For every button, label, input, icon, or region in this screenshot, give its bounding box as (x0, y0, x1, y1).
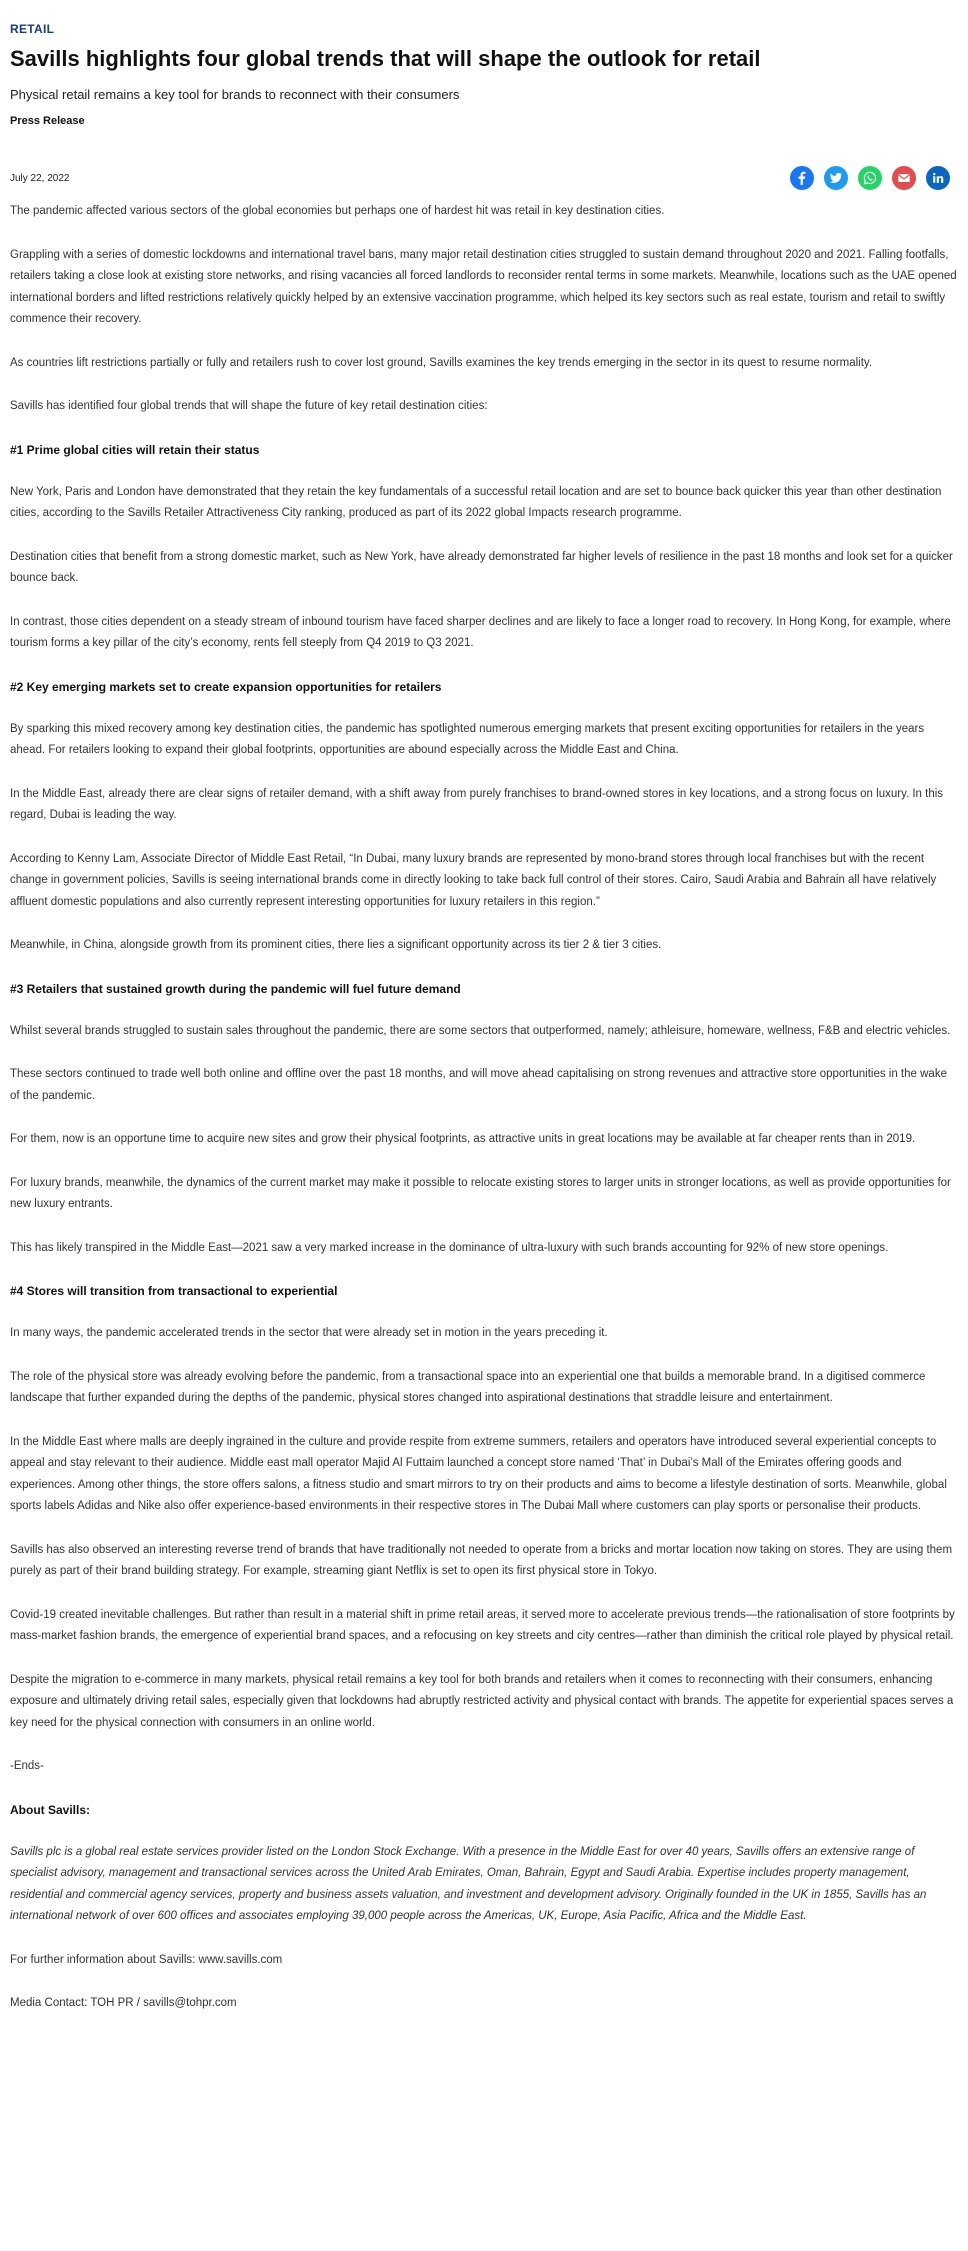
body-paragraph: In contrast, those cities dependent on a steady stream of inbound tourism have faced sharper declines and are likely to face a longer road to recovery. In Hong Kong, for example, where tourism forms a key pillar of the city’s economy, rents fell steeply from Q4 2019 to Q3 2021. (10, 615, 951, 649)
share-twitter-button[interactable] (824, 166, 848, 190)
linkedin-icon (931, 171, 945, 185)
intro-paragraph: Grappling with a series of domestic lockdowns and international travel bans, many major retail destination cities struggled to sustain demand throughout 2020 and 2021. Falling footfalls, retailers taking a close look at existing store networks, and rising vacancies all forced landlords to reconsider rental terms in some markets. Meanwhile, locations such as the UAE opened international borders and lifted restrictions relatively quickly helped by an extensive vaccination programme, which helped its key sectors such as real estate, tourism and retail to swiftly commence their recovery. (10, 248, 957, 325)
body-paragraph: By sparking this mixed recovery among key destination cities, the pandemic has spotlighted numerous emerging markets that present exciting opportunities for retailers in the years ahead. For retailers looking to expand their global footprints, opportunities are abound especially across the Middle East and China. (10, 722, 925, 756)
section-heading-3: #3 Retailers that sustained growth during the pandemic will fuel future demand (10, 981, 461, 996)
body-paragraph: The role of the physical store was already evolving before the pandemic, from a transactional space into an experiential one that builds a memorable brand. In a digitised commerce landscape that further expanded during the depths of the pandemic, physical stores changed into aspirational destinations that straddle leisure and entertainment. (10, 1370, 926, 1404)
body-paragraph: Meanwhile, in China, alongside growth from its prominent cities, there lies a significant opportunity across its tier 2 & tier 3 cities. (10, 939, 662, 951)
ends-marker: -Ends- (10, 1760, 44, 1772)
body-paragraph: In the Middle East where malls are deeply ingrained in the culture and provide respite from extreme summers, retailers and operators have introduced several experiential concepts to appeal and stay relevant to their audience. Middle east mall operator Majid Al Futtaim launched a concept store named ‘That’ in Dubai’s Mall of the Emirates offering goods and experiences. Among other things, the store offers salons, a fitness studio and smart mirrors to try on their products and aims to become a lifestyle destination of sorts. Meanwhile, global sports labels Adidas and Nike also offer experience-based environments in their respective stores in The Dubai Mall where customers can play sports or personalise their products. (10, 1435, 947, 1512)
intro-paragraph: Savills has identified four global trends that will shape the future of key retail destination cities: (10, 400, 488, 412)
page-subtitle: Physical retail remains a key tool for brands to reconnect with their consumers (10, 87, 460, 102)
publish-date: July 22, 2022 (10, 172, 70, 184)
body-paragraph: Covid-19 created inevitable challenges. But rather than result in a material shift in prime retail areas, it served more to accelerate previous trends—the rationalisation of store footprints by mass-market fashion brands, the emergence of experiential brand spaces, and a refocusing on key streets and city centres—rather than diminish the critical role played by physical retail. (10, 1608, 955, 1642)
share-bar (790, 166, 950, 190)
facebook-icon (795, 171, 809, 185)
about-heading: About Savills: (10, 1802, 91, 1817)
section-heading-2: #2 Key emerging markets set to create expansion opportunities for retailers (10, 679, 442, 694)
share-linkedin-button[interactable] (926, 166, 950, 190)
body-paragraph: Destination cities that benefit from a strong domestic market, such as New York, have already demonstrated far higher levels of resilience in the past 18 months and look set for a quicker bounce back. (10, 550, 953, 584)
page-title: Savills highlights four global trends that will shape the outlook for retail (10, 46, 761, 71)
body-paragraph: In the Middle East, already there are clear signs of retailer demand, with a shift away from purely franchises to brand-owned stores in key locations, and a strong focus on luxury. In this regard, Dubai is leading the way. (10, 787, 944, 821)
article-meta (10, 165, 958, 191)
article-body (10, 201, 958, 2015)
email-icon (897, 171, 911, 185)
body-paragraph: Savills has also observed an interesting reverse trend of brands that have traditionally not needed to operate from a bricks and mortar location now taking on stores. They are using them purely as part of their brand building strategy. For example, streaming giant Netflix is set to open its first physical store in Tokyo. (10, 1543, 953, 1577)
document-type-label: Press Release (10, 115, 85, 127)
whatsapp-icon (863, 171, 877, 185)
section-heading-4: #4 Stores will transition from transactional to experiential (10, 1284, 338, 1298)
body-paragraph: Whilst several brands struggled to sustain sales throughout the pandemic, there are some sectors that outperformed, namely; athleisure, homeware, wellness, F&B and electric vehicles. (10, 1024, 951, 1037)
category-label[interactable]: RETAIL (10, 22, 55, 36)
twitter-icon (829, 171, 843, 185)
body-paragraph: According to Kenny Lam, Associate Director of Middle East Retail, “In Dubai, many luxury brands are represented by mono-brand stores through local franchises but with the recent change in government policies, Savills is seeing international brands come in directly looking to take back full control of their stores. Cairo, Saudi Arabia and Bahrain all have relatively affluent domestic populations and also currently represent interesting opportunities for luxury retailers in this region.” (10, 852, 937, 908)
body-paragraph: These sectors continued to trade well both online and offline over the past 18 months, and will move ahead capitalising on strong revenues and attractive store opportunities in the wake of the pandemic. (10, 1068, 947, 1102)
intro-paragraph: As countries lift restrictions partially or fully and retailers rush to cover lost ground, Savills examines the key trends emerging in the sector in its quest to resume normality. (10, 356, 873, 369)
body-paragraph: This has likely transpired in the Middle East—2021 saw a very marked increase in the dominance of ultra-luxury with such brands accounting for 92% of new store openings. (10, 1241, 889, 1254)
intro-paragraph: The pandemic affected various sectors of the global economies but perhaps one of hardest hit was retail in key destination cities. (10, 205, 665, 217)
media-contact: Media Contact: TOH PR / savills@tohpr.com (10, 1997, 237, 2009)
share-whatsapp-button[interactable] (858, 166, 882, 190)
body-paragraph: For them, now is an opportune time to acquire new sites and grow their physical footprints, as attractive units in great locations may be available at far cheaper rents than in 2019. (10, 1133, 916, 1145)
contact-info: For further information about Savills: www.savills.com (10, 1953, 283, 1966)
share-email-button[interactable] (892, 166, 916, 190)
about-text: Savills plc is a global real estate services provider listed on the London Stock Exchange. With a presence in the Middle East for over 40 years, Savills offers an extensive range of specialist advisory, management and transactional services across the United Arab Emirates, Oman, Bahrain, Egypt and Saudi Arabia. Expertise includes property management, residential and commercial agency services, property and business assets valuation, and investment and development advisory. Originally founded in the UK in 1855, Savills has an international network of over 600 offices and associates employing 39,000 people across the Americas, UK, Europe, Asia Pacific, Africa and the Middle East. (10, 1845, 927, 1922)
body-paragraph: In many ways, the pandemic accelerated trends in the sector that were already set in motion in the years preceding it. (10, 1327, 608, 1339)
section-heading-1: #1 Prime global cities will retain their status (10, 442, 260, 457)
body-paragraph: Despite the migration to e-commerce in many markets, physical retail remains a key tool for both brands and retailers when it comes to reconnecting with their consumers, enhancing exposure and ultimately driving retail sales, especially given that lockdowns had abruptly restricted activity and physical contact with brands. The appetite for experiential spaces serves a key need for the physical connection with consumers in an online world. (10, 1673, 954, 1729)
body-paragraph: New York, Paris and London have demonstrated that they retain the key fundamentals of a successful retail location and are set to bounce back quicker this year than other destination cities, according to the Savills Retailer Attractiveness City ranking, produced as part of its 2022 global Impacts research programme. (10, 485, 942, 519)
share-facebook-button[interactable] (790, 166, 814, 190)
body-paragraph: For luxury brands, meanwhile, the dynamics of the current market may make it possible to relocate existing stores to larger units in stronger locations, as well as provide opportunities for new luxury entrants. (10, 1176, 951, 1210)
